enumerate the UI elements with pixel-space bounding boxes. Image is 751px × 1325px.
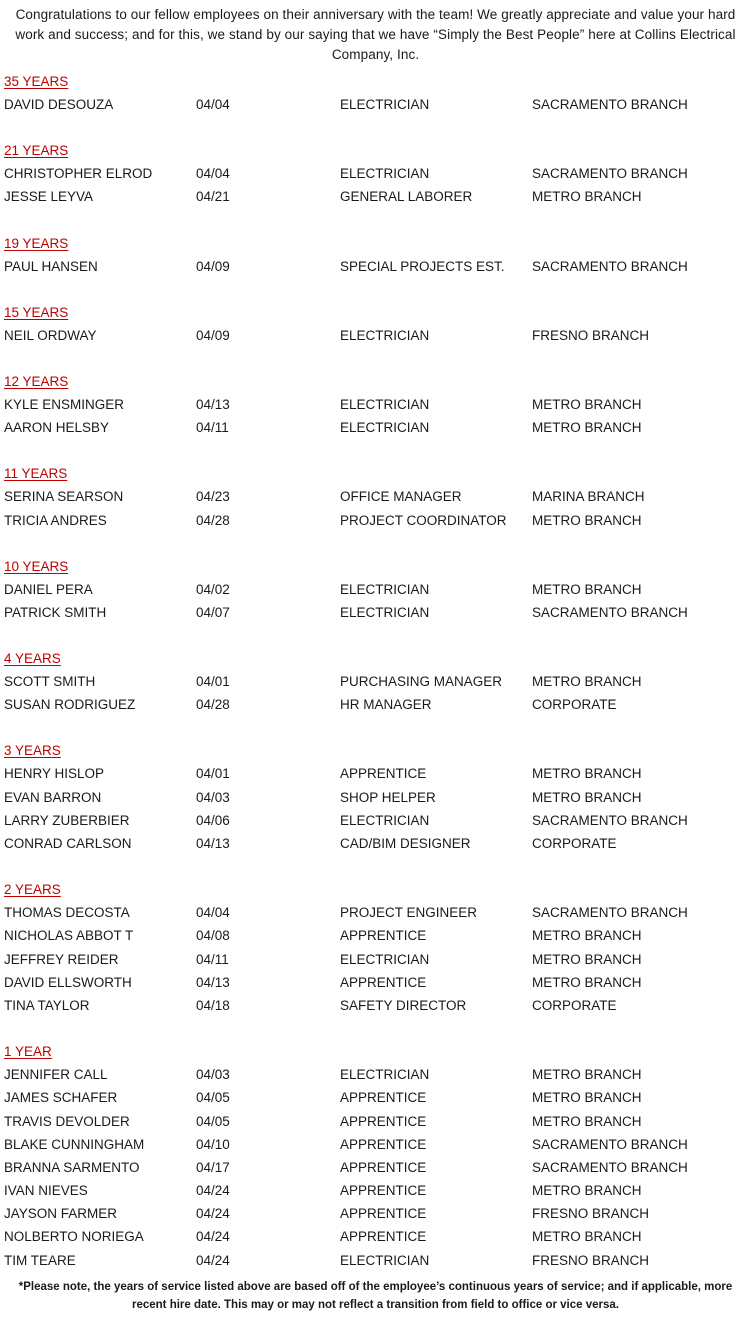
group-spacer: [0, 116, 751, 139]
anniversary-date: 04/05: [196, 1113, 230, 1129]
employee-position: ELECTRICIAN: [340, 604, 430, 620]
employee-row: [0, 255, 751, 278]
anniversary-date: 04/01: [196, 674, 230, 690]
years-group: [0, 462, 751, 554]
group-spacer: [0, 716, 751, 739]
years-heading: 35 YEARS: [4, 74, 69, 89]
group-spacer: [0, 855, 751, 878]
employee-location: SACRAMENTO BRANCH: [532, 1136, 688, 1152]
employee-row: [0, 994, 751, 1017]
employee-location: METRO BRANCH: [532, 674, 642, 690]
employee-position: OFFICE MANAGER: [340, 489, 462, 505]
years-heading: 10 YEARS: [4, 558, 69, 574]
anniversary-date: 04/28: [196, 512, 230, 528]
employee-position: ELECTRICIAN: [340, 396, 430, 412]
employee-position: HR MANAGER: [340, 697, 432, 713]
footnote: *Please note, the years of service listed above are based off of the employee’s continuous years of service; and if applicable, more recent hire date. This may or may not reflect a transition from field to office or vice versa.: [18, 1281, 733, 1311]
anniversary-date: 04/04: [196, 166, 230, 182]
employee-name: EVAN BARRON: [4, 789, 102, 805]
group-spacer: [0, 278, 751, 301]
employee-name: CHRISTOPHER ELROD: [4, 166, 153, 182]
anniversary-date: 04/24: [196, 1206, 230, 1222]
years-group: [0, 139, 751, 231]
years-group: [0, 555, 751, 647]
employee-position: APPRENTICE: [340, 1183, 427, 1199]
anniversary-date: 04/04: [196, 905, 230, 921]
employee-name: SUSAN RODRIGUEZ: [4, 697, 136, 713]
employee-location: METRO BRANCH: [532, 396, 642, 412]
employee-location: METRO BRANCH: [532, 951, 642, 967]
employee-position: ELECTRICIAN: [340, 420, 430, 436]
employee-row: [0, 416, 751, 439]
employee-row: [0, 185, 751, 208]
employee-position: PROJECT COORDINATOR: [340, 512, 507, 528]
employee-location: METRO BRANCH: [532, 789, 642, 805]
employee-row: [0, 809, 751, 832]
employee-row: [0, 1225, 751, 1248]
anniversary-date: 04/05: [196, 1090, 230, 1106]
employee-location: METRO BRANCH: [532, 974, 642, 990]
anniversary-date: 04/13: [196, 974, 230, 990]
employee-location: CORPORATE: [532, 697, 617, 713]
anniversary-date: 04/21: [196, 189, 230, 205]
employee-name: THOMAS DECOSTA: [4, 905, 130, 921]
employee-position: SHOP HELPER: [340, 789, 436, 805]
intro-paragraph: Congratulations to our fellow employees on their anniversary with the team! We greatly appreciate and value your hard work and success; and for this, we stand by our saying that we have “Simply the Best People” here at Collins Electrical Company, Inc.: [15, 7, 736, 62]
years-group: [0, 232, 751, 301]
employee-position: ELECTRICIAN: [340, 1252, 430, 1268]
years-group: [0, 1040, 751, 1272]
employee-name: JAMES SCHAFER: [4, 1090, 118, 1106]
anniversary-date: 04/28: [196, 697, 230, 713]
employee-name: IVAN NIEVES: [4, 1183, 88, 1199]
employee-location: METRO BRANCH: [532, 581, 642, 597]
years-heading: 11 YEARS: [4, 466, 68, 482]
anniversary-date: 04/11: [196, 951, 229, 967]
employee-position: ELECTRICIAN: [340, 812, 430, 828]
employee-position: GENERAL LABORER: [340, 189, 473, 205]
employee-position: ELECTRICIAN: [340, 1067, 430, 1083]
employee-row: [0, 485, 751, 508]
employee-row: [0, 971, 751, 994]
employee-name: TRICIA ANDRES: [4, 512, 107, 528]
employee-location: METRO BRANCH: [532, 1067, 642, 1083]
years-heading: 3 YEARS: [4, 743, 61, 759]
employee-row: [0, 1202, 751, 1225]
years-heading: 2 YEARS: [4, 882, 61, 898]
employee-row: [0, 786, 751, 809]
employee-position: SPECIAL PROJECTS EST.: [340, 258, 505, 274]
employee-row: [0, 162, 751, 185]
employee-position: PURCHASING MANAGER: [340, 674, 503, 690]
anniversary-date: 04/03: [196, 789, 230, 805]
group-spacer: [0, 209, 751, 232]
employee-location: METRO BRANCH: [532, 512, 642, 528]
years-group: [0, 647, 751, 739]
employee-row: [0, 693, 751, 716]
group-spacer: [0, 532, 751, 555]
employee-row: [0, 93, 751, 116]
employee-row: [0, 578, 751, 601]
employee-location: MARINA BRANCH: [532, 489, 645, 505]
employee-name: DANIEL PERA: [4, 581, 93, 597]
employee-location: CORPORATE: [532, 997, 617, 1013]
employee-location: SACRAMENTO BRANCH: [532, 166, 688, 182]
years-heading: 4 YEARS: [4, 651, 61, 667]
anniversary-date: 04/13: [196, 396, 230, 412]
anniversary-date: 04/07: [196, 604, 230, 620]
employee-location: CORPORATE: [532, 836, 617, 851]
employee-row: [0, 1086, 751, 1109]
anniversary-date: 04/24: [196, 1183, 230, 1199]
years-group: [0, 70, 751, 139]
employee-name: SERINA SEARSON: [4, 489, 124, 505]
employee-row: [0, 762, 751, 785]
employee-name: TRAVIS DEVOLDER: [4, 1113, 130, 1129]
group-spacer: [0, 347, 751, 370]
employee-name: LARRY ZUBERBIER: [4, 812, 130, 828]
anniversary-date: 04/24: [196, 1252, 230, 1268]
employee-name: JENNIFER CALL: [4, 1067, 108, 1083]
employee-name: JAYSON FARMER: [4, 1206, 118, 1222]
employee-name: TINA TAYLOR: [4, 997, 90, 1013]
anniversary-date: 04/11: [196, 420, 229, 436]
employee-location: SACRAMENTO BRANCH: [532, 1159, 688, 1175]
employee-name: CONRAD CARLSON: [4, 836, 132, 851]
employee-position: ELECTRICIAN: [340, 327, 430, 343]
years-group: [0, 739, 751, 878]
anniversary-date: 04/02: [196, 581, 230, 597]
employee-name: KYLE ENSMINGER: [4, 396, 125, 412]
employee-row: [0, 1179, 751, 1202]
employee-name: NEIL ORDWAY: [4, 327, 97, 343]
anniversary-date: 04/17: [196, 1159, 230, 1175]
employee-location: SACRAMENTO BRANCH: [532, 258, 688, 274]
employee-row: [0, 1063, 751, 1086]
employee-position: ELECTRICIAN: [340, 951, 430, 967]
employee-location: METRO BRANCH: [532, 1229, 642, 1245]
employee-position: APPRENTICE: [340, 1113, 427, 1129]
employee-position: APPRENTICE: [340, 1159, 427, 1175]
employee-name: BLAKE CUNNINGHAM: [4, 1136, 145, 1152]
employee-location: METRO BRANCH: [532, 189, 642, 205]
employee-location: METRO BRANCH: [532, 1183, 642, 1199]
employee-row: [0, 1249, 751, 1272]
employee-name: DAVID DESOUZA: [4, 97, 114, 112]
employee-location: METRO BRANCH: [532, 1090, 642, 1106]
anniversary-date: 04/09: [196, 327, 230, 343]
employee-position: CAD/BIM DESIGNER: [340, 836, 471, 851]
anniversary-list: [0, 70, 751, 1272]
employee-row: [0, 1110, 751, 1133]
employee-location: METRO BRANCH: [532, 1113, 642, 1129]
anniversary-date: 04/08: [196, 928, 230, 944]
employee-location: FRESNO BRANCH: [532, 1252, 650, 1268]
employee-row: [0, 324, 751, 347]
employee-row: [0, 924, 751, 947]
employee-row: [0, 1156, 751, 1179]
years-group: [0, 878, 751, 1040]
anniversary-date: 04/24: [196, 1229, 230, 1245]
employee-name: DAVID ELLSWORTH: [4, 974, 132, 990]
employee-position: APPRENTICE: [340, 928, 427, 944]
employee-row: [0, 832, 751, 855]
employee-row: [0, 509, 751, 532]
employee-position: ELECTRICIAN: [340, 166, 430, 182]
employee-location: FRESNO BRANCH: [532, 327, 650, 343]
employee-location: SACRAMENTO BRANCH: [532, 97, 688, 112]
anniversary-date: 04/10: [196, 1136, 230, 1152]
employee-name: SCOTT SMITH: [4, 674, 96, 690]
years-heading: 15 YEARS: [4, 304, 69, 320]
group-spacer: [0, 624, 751, 647]
employee-name: JEFFREY REIDER: [4, 951, 119, 967]
employee-position: APPRENTICE: [340, 974, 427, 990]
anniversary-date: 04/06: [196, 812, 230, 828]
anniversary-date: 04/04: [196, 97, 230, 112]
employee-name: NOLBERTO NORIEGA: [4, 1229, 144, 1245]
employee-location: METRO BRANCH: [532, 420, 642, 436]
employee-position: PROJECT ENGINEER: [340, 905, 478, 921]
years-group: [0, 301, 751, 370]
anniversary-date: 04/18: [196, 997, 230, 1013]
employee-location: METRO BRANCH: [532, 766, 642, 782]
employee-position: ELECTRICIAN: [340, 97, 430, 112]
anniversary-date: 04/03: [196, 1067, 230, 1083]
years-heading: 12 YEARS: [4, 373, 69, 389]
employee-position: APPRENTICE: [340, 1090, 427, 1106]
employee-position: SAFETY DIRECTOR: [340, 997, 467, 1013]
employee-row: [0, 1133, 751, 1156]
employee-name: JESSE LEYVA: [4, 189, 94, 205]
employee-name: NICHOLAS ABBOT T: [4, 928, 134, 944]
employee-position: APPRENTICE: [340, 1229, 427, 1245]
years-heading: 1 YEAR: [4, 1044, 52, 1060]
employee-row: [0, 601, 751, 624]
employee-row: [0, 901, 751, 924]
employee-name: HENRY HISLOP: [4, 766, 105, 782]
employee-name: TIM TEARE: [4, 1252, 76, 1268]
employee-location: FRESNO BRANCH: [532, 1206, 650, 1222]
group-spacer: [0, 439, 751, 462]
employee-position: APPRENTICE: [340, 766, 427, 782]
employee-location: METRO BRANCH: [532, 928, 642, 944]
employee-position: APPRENTICE: [340, 1206, 427, 1222]
anniversary-date: 04/13: [196, 836, 230, 851]
employee-name: AARON HELSBY: [4, 420, 110, 436]
employee-location: SACRAMENTO BRANCH: [532, 905, 688, 921]
employee-position: ELECTRICIAN: [340, 581, 430, 597]
employee-name: BRANNA SARMENTO: [4, 1159, 140, 1175]
anniversary-date: 04/23: [196, 489, 230, 505]
anniversary-date: 04/09: [196, 258, 230, 274]
group-spacer: [0, 1017, 751, 1040]
employee-name: PATRICK SMITH: [4, 604, 107, 620]
anniversary-date: 04/01: [196, 766, 230, 782]
years-heading: 19 YEARS: [4, 235, 69, 251]
employee-position: APPRENTICE: [340, 1136, 427, 1152]
employee-location: SACRAMENTO BRANCH: [532, 812, 688, 828]
employee-name: PAUL HANSEN: [4, 258, 98, 274]
years-heading: 21 YEARS: [4, 143, 69, 159]
employee-location: SACRAMENTO BRANCH: [532, 604, 688, 620]
employee-row: [0, 670, 751, 693]
years-group: [0, 370, 751, 462]
employee-row: [0, 393, 751, 416]
employee-row: [0, 948, 751, 971]
